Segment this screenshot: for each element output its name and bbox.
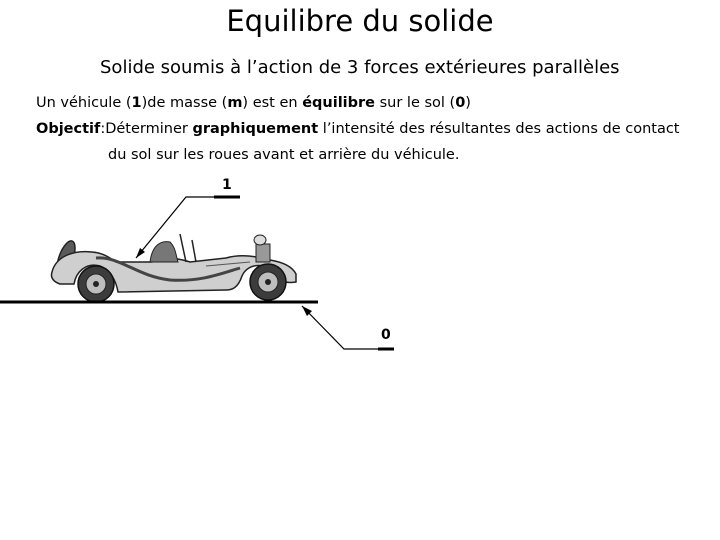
objective-text-1: :Déterminer — [100, 121, 193, 137]
statement-text-2: )de masse ( — [141, 95, 228, 111]
objective-text-2: l’intensité des résultantes des actions de contact — [318, 121, 680, 137]
label-0-leader-line — [302, 306, 380, 349]
statement-text-4: sur le sol ( — [375, 95, 456, 111]
statement-equilibrium: équilibre — [302, 95, 375, 111]
subtitle: Solide soumis à l’action de 3 forces extérieures parallèles — [100, 57, 620, 78]
seat — [150, 242, 178, 262]
windscreen-frame-2 — [192, 240, 196, 262]
statement-text-1: Un véhicule ( — [36, 95, 132, 111]
radiator — [256, 244, 270, 262]
vehicle-illustration — [51, 234, 296, 302]
label-ground: 0 — [381, 327, 391, 343]
statement-mass-symbol: m — [227, 95, 243, 111]
page-title: Equilibre du solide — [226, 4, 494, 38]
front-wheel-center — [265, 279, 271, 285]
headlamp — [254, 235, 266, 245]
label-1-leader-line — [136, 197, 214, 258]
objective-label: Objectif — [36, 121, 101, 137]
statement-ground-number: 0 — [455, 95, 466, 111]
label-vehicle: 1 — [222, 177, 232, 193]
statement-text-5: ) — [465, 95, 471, 111]
statement-vehicle-number: 1 — [131, 95, 142, 111]
objective-graphically: graphiquement — [192, 121, 319, 137]
windscreen-frame — [180, 234, 186, 262]
objective-line-2: du sol sur les roues avant et arrière du véhicule. — [108, 147, 460, 163]
rear-wheel-center — [93, 281, 99, 287]
statement-text-3: ) est en — [242, 95, 303, 111]
